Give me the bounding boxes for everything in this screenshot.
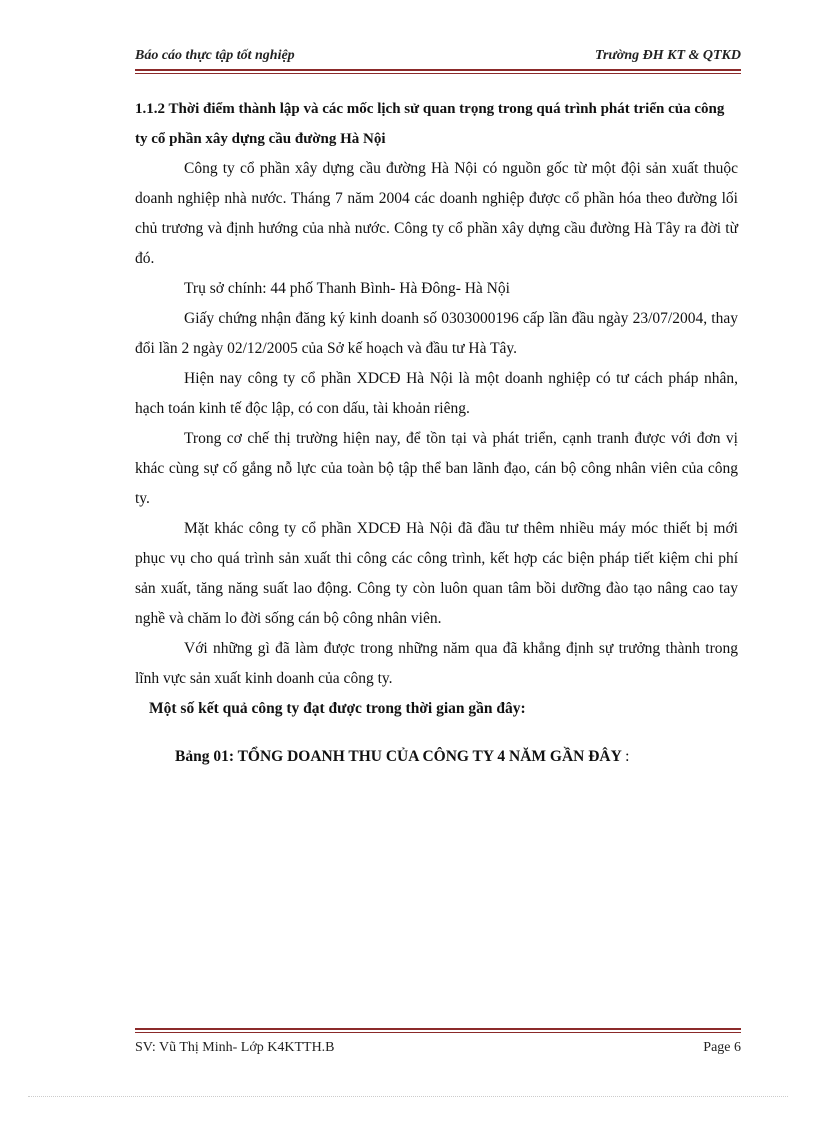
- table-title-colon: :: [625, 748, 630, 765]
- footer-student-info: SV: Vũ Thị Minh- Lớp K4KTTH.B: [135, 1040, 335, 1055]
- page-body: [135, 94, 738, 772]
- page-bottom-divider: [28, 1096, 788, 1097]
- section-heading: 1.1.2 Thời điểm thành lập và các mốc lịch sử quan trọng trong quá trình phát triển của công ty cổ phần xây dựng cầu đường Hà Nội: [135, 101, 725, 147]
- table-title-text: Bảng 01: TỔNG DOANH THU CỦA CÔNG TY 4 NĂM GẦN ĐÂY: [175, 748, 622, 765]
- table-title: [135, 742, 738, 772]
- paragraph-legal-status: Hiện nay công ty cổ phần XDCĐ Hà Nội là một doanh nghiệp có tư cách pháp nhân, hạch toán kinh tế độc lập, có con dấu, tài khoản riêng.: [135, 370, 738, 417]
- paragraph-investment: Mặt khác công ty cổ phần XDCĐ Hà Nội đã đầu tư thêm nhiều máy móc thiết bị mới phục vụ cho quá trình sản xuất thi công các công trình, kết hợp các biện pháp tiết kiệm chi phí sản xuất, tăng năng suất lao động. Công ty còn luôn quan tâm bồi dưỡng đào tạo nâng cao tay nghề và chăm lo đời sống cán bộ công nhân viên.: [135, 520, 738, 627]
- header-rule-thin: [135, 73, 741, 74]
- paragraph-business-license: Giấy chứng nhận đăng ký kinh doanh số 0303000196 cấp lần đầu ngày 23/07/2004, thay đổi lần 2 ngày 02/12/2005 của Sở kế hoạch và đầu tư Hà Tây.: [135, 310, 738, 357]
- header-school-name: Trường ĐH KT & QTKD: [594, 48, 741, 63]
- paragraph-achievements: Với những gì đã làm được trong những năm qua đã khẳng định sự trưởng thành trong lĩnh vực sản xuất kinh doanh của công ty.: [135, 640, 738, 687]
- paragraph-headquarters: Trụ sở chính: 44 phố Thanh Bình- Hà Đông- Hà Nội: [184, 280, 510, 297]
- footer-rule-thin: [135, 1032, 741, 1033]
- results-heading: Một số kết quả công ty đạt được trong thời gian gần đây:: [149, 700, 526, 717]
- paragraph-origin: Công ty cổ phần xây dựng cầu đường Hà Nội có nguồn gốc từ một đội sản xuất thuộc doanh nghiệp nhà nước. Tháng 7 năm 2004 các doanh nghiệp được cổ phần hóa theo đường lối chủ trương và định hướng của nhà nước. Công ty cổ phần xây dựng cầu đường Hà Tây ra đời từ đó.: [135, 160, 738, 267]
- header-rule: [135, 69, 741, 71]
- footer-page-number: Page 6: [703, 1040, 741, 1055]
- paragraph-market: Trong cơ chế thị trường hiện nay, để tồn tại và phát triển, cạnh tranh được với đơn vị khác cùng sự cố gắng nỗ lực của toàn bộ tập thể ban lãnh đạo, cán bộ công nhân viên của công ty.: [135, 430, 738, 507]
- header-report-title: Báo cáo thực tập tốt nghiệp: [135, 48, 295, 63]
- footer-rule: [135, 1028, 741, 1030]
